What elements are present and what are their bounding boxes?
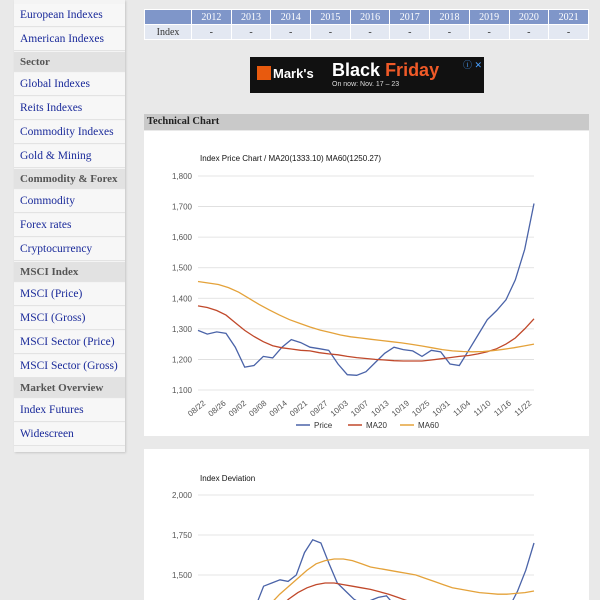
sidebar-item-msci-sector-price[interactable]: MSCI Sector (Price) xyxy=(14,331,125,354)
y-tick-label: 1,700 xyxy=(171,202,192,212)
index-price-chart-panel xyxy=(144,131,589,436)
y-tick-label: 1,800 xyxy=(171,172,192,181)
x-tick-label: 11/04 xyxy=(451,398,473,419)
sidebar-section-msci-index: MSCI Index xyxy=(14,262,125,282)
legend-label-ma20: MA20 xyxy=(366,421,387,430)
year-value-2015: - xyxy=(311,25,351,40)
ad-brand: Mark's xyxy=(273,66,314,81)
sidebar-section-market-overview: Market Overview xyxy=(14,378,125,398)
year-header-2021: 2021 xyxy=(549,10,589,25)
series-1-line xyxy=(198,540,534,600)
legend-label-ma60: MA60 xyxy=(418,421,439,430)
x-tick-label: 10/25 xyxy=(410,398,432,419)
index-deviation-chart-panel xyxy=(144,449,589,600)
year-header-2015: 2015 xyxy=(311,10,351,25)
year-header-row xyxy=(145,10,589,25)
sidebar-item-cryptocurrency[interactable]: Cryptocurrency xyxy=(14,238,125,261)
year-value-2020: - xyxy=(509,25,549,40)
x-tick-label: 08/26 xyxy=(206,398,228,419)
chart-title: Index Deviation xyxy=(200,474,256,483)
sidebar-item-widescreen[interactable]: Widescreen xyxy=(14,423,125,446)
sidebar-item-index-futures[interactable]: Index Futures xyxy=(14,399,125,422)
ma60-line xyxy=(198,282,534,352)
x-tick-label: 08/22 xyxy=(186,398,208,419)
x-tick-label: 11/10 xyxy=(471,398,493,419)
sidebar-nav xyxy=(14,0,125,452)
sidebar-section-commodity-forex: Commodity & Forex xyxy=(14,169,125,189)
table-corner xyxy=(145,10,192,25)
sidebar-item-commodity[interactable]: Commodity xyxy=(14,190,125,213)
year-value-2016: - xyxy=(350,25,390,40)
black-friday-ad[interactable] xyxy=(250,57,484,93)
yearly-returns-table xyxy=(144,9,589,40)
x-tick-label: 09/08 xyxy=(247,398,269,419)
y-tick-label: 1,600 xyxy=(171,233,192,243)
year-header-2019: 2019 xyxy=(469,10,509,25)
sidebar-item-commodity-indexes[interactable]: Commodity Indexes xyxy=(14,121,125,144)
ad-subtext: On now: Nov. 17 – 23 xyxy=(332,81,400,88)
year-value-2012: - xyxy=(192,25,232,40)
ad-choices-close-icon[interactable]: ⓘ ✕ xyxy=(462,60,482,70)
y-tick-label: 2,000 xyxy=(171,491,192,500)
x-tick-label: 10/03 xyxy=(328,398,350,419)
y-tick-label: 1,100 xyxy=(171,386,192,395)
y-tick-label: 1,400 xyxy=(171,294,192,304)
y-tick-label: 1,500 xyxy=(171,263,192,273)
sidebar-item-msci-gross[interactable]: MSCI (Gross) xyxy=(14,307,125,330)
x-tick-label: 11/16 xyxy=(492,398,513,419)
year-value-2021: - xyxy=(549,25,589,40)
ad-headline xyxy=(332,60,439,81)
sidebar-item-msci-price[interactable]: MSCI (Price) xyxy=(14,283,125,306)
marks-logo xyxy=(257,66,314,81)
year-header-2014: 2014 xyxy=(271,10,311,25)
ma20-line xyxy=(198,306,534,361)
year-header-2016: 2016 xyxy=(350,10,390,25)
sidebar-item-european-indexes[interactable]: European Indexes xyxy=(14,4,125,27)
x-tick-label: 10/07 xyxy=(349,398,371,419)
x-tick-label: 10/19 xyxy=(389,398,412,419)
year-value-2014: - xyxy=(271,25,311,40)
y-tick-label: 1,300 xyxy=(171,324,192,334)
ad-headline-friday: Friday xyxy=(385,60,440,80)
series-2-line xyxy=(198,559,534,600)
y-tick-label: 1,750 xyxy=(171,531,192,540)
index-price-chart xyxy=(144,131,589,436)
sidebar-section-sector: Sector xyxy=(14,52,125,72)
sidebar-item-american-indexes[interactable]: American Indexes xyxy=(14,28,125,51)
row-label: Index xyxy=(145,25,192,40)
sidebar-item-forex-rates[interactable]: Forex rates xyxy=(14,214,125,237)
year-header-2012: 2012 xyxy=(192,10,232,25)
year-header-2013: 2013 xyxy=(231,10,271,25)
year-value-2019: - xyxy=(469,25,509,40)
sidebar-item-gold-mining[interactable]: Gold & Mining xyxy=(14,145,125,168)
sidebar-item-global-indexes[interactable]: Global Indexes xyxy=(14,73,125,96)
year-header-2020: 2020 xyxy=(509,10,549,25)
year-values-row xyxy=(145,25,589,40)
year-header-2018: 2018 xyxy=(430,10,470,25)
year-value-2018: - xyxy=(430,25,470,40)
chart-title: Index Price Chart / MA20(1333.10) MA60(1250.27) xyxy=(200,154,381,163)
x-tick-label: 10/13 xyxy=(369,398,391,419)
x-tick-label: 09/02 xyxy=(226,398,249,419)
x-tick-label: 10/31 xyxy=(430,398,452,419)
ad-headline-black: Black xyxy=(332,60,381,80)
x-tick-label: 09/27 xyxy=(308,398,330,419)
legend-label-price: Price xyxy=(314,421,333,430)
x-tick-label: 09/21 xyxy=(288,398,310,419)
year-value-2017: - xyxy=(390,25,430,40)
x-tick-label: 11/22 xyxy=(512,398,534,419)
y-tick-label: 1,500 xyxy=(171,571,192,580)
y-tick-label: 1,200 xyxy=(171,355,192,365)
year-header-2017: 2017 xyxy=(390,10,430,25)
price-line xyxy=(198,204,534,376)
technical-chart-header: Technical Chart xyxy=(144,114,589,130)
x-tick-label: 09/14 xyxy=(267,398,289,419)
marks-m-logo-icon xyxy=(257,66,271,80)
year-value-2013: - xyxy=(231,25,271,40)
series-3-line xyxy=(198,583,534,600)
sidebar-item-reits-indexes[interactable]: Reits Indexes xyxy=(14,97,125,120)
index-deviation-chart xyxy=(144,449,589,600)
sidebar-item-msci-sector-gross[interactable]: MSCI Sector (Gross) xyxy=(14,355,125,378)
